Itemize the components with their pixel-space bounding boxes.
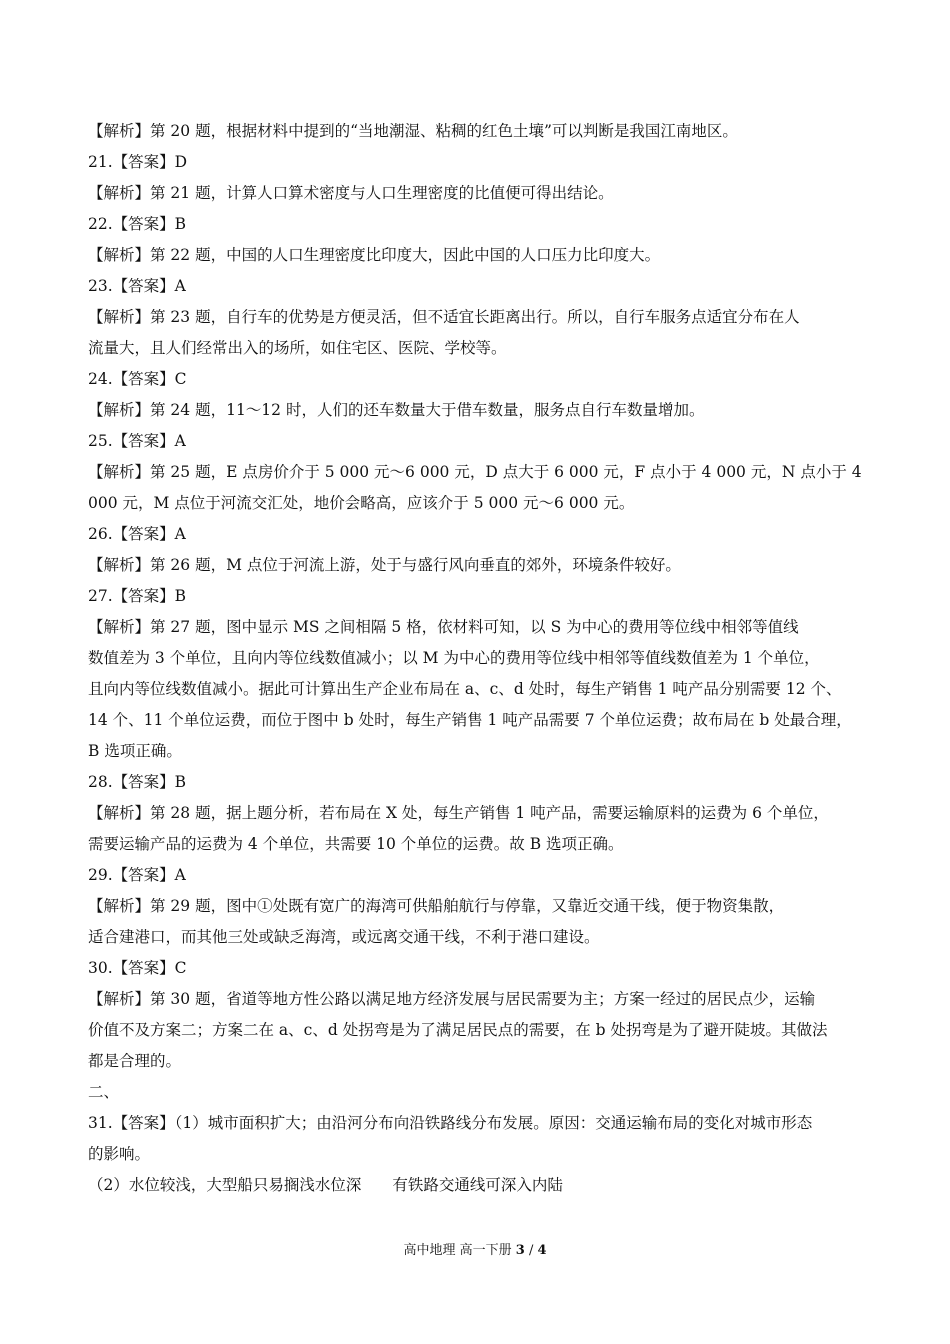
answer-line: 22.【答案】B (88, 215, 187, 233)
answer-line: 24.【答案】C (88, 370, 187, 388)
text-line: 需要运输产品的运费为 4 个单位，共需要 10 个单位的运费。故 B 选项正确。 (88, 835, 624, 853)
text-line: 【解析】第 29 题，图中①处既有宽广的海湾可供船舶航行与停靠，又靠近交通干线，便于物资集散， (88, 897, 785, 915)
text-line: 【解析】第 30 题，省道等地方性公路以满足地方经济发展与居民需要为主；方案一经过的居民点少，运输 (88, 990, 816, 1008)
text-line: B 选项正确。 (88, 742, 182, 760)
text-line: 的影响。 (88, 1145, 151, 1163)
text-line: 【解析】第 26 题，M 点位于河流上游，处于与盛行风向垂直的郊外，环境条件较好。 (88, 556, 681, 574)
answer-line: 30.【答案】C (88, 959, 187, 977)
answer-line: 29.【答案】A (88, 866, 186, 884)
page-total: 4 (537, 1243, 547, 1258)
section-heading: 二、 (88, 1083, 120, 1101)
answer-line: 28.【答案】B (88, 773, 187, 791)
answer-line: 21.【答案】D (88, 153, 188, 171)
text-line: 价值不及方案二；方案二在 a、c、d 处拐弯是为了满足居民点的需要，在 b 处拐弯是为了避开陡坡。其做法 (88, 1021, 828, 1039)
answer-line: 26.【答案】A (88, 525, 186, 543)
text-line: 000 元，M 点位于河流交汇处，地价会略高，应该介于 5 000 元～6 000 元。 (88, 494, 635, 512)
text-line: 【解析】第 21 题，计算人口算术密度与人口生理密度的比值便可得出结论。 (88, 184, 614, 202)
text-line: 【解析】第 28 题，据上题分析，若布局在 X 处，每生产销售 1 吨产品，需要运输原料的运费为 6 个单位， (88, 804, 829, 822)
text-line: 【解析】第 27 题，图中显示 MS 之间相隔 5 格，依材料可知，以 S 为中心的费用等位线中相邻等值线 (88, 618, 799, 636)
text-line: 【解析】第 20 题，根据材料中提到的“当地潮湿、粘稠的红色土壤”可以判断是我国江南地区。 (88, 122, 738, 140)
text-line: 【解析】第 24 题，11～12 时，人们的还车数量大于借车数量，服务点自行车数量增加。 (88, 401, 705, 419)
page-number: 3 (515, 1243, 525, 1258)
text-line: 14 个、11 个单位运费，而位于图中 b 处时，每生产销售 1 吨产品需要 7 个单位运费；故布局在 b 处最合理， (88, 711, 852, 729)
text-line: 都是合理的。 (88, 1052, 182, 1070)
text-line: 【解析】第 25 题，E 点房价介于 5 000 元～6 000 元，D 点大于 6 000 元，F 点小于 4 000 元，N 点小于 4 (88, 463, 862, 481)
answer-line: 23.【答案】A (88, 277, 186, 295)
page-footer (0, 1242, 950, 1260)
answer-line: 27.【答案】B (88, 587, 187, 605)
answer-line: 31.【答案】（1）城市面积扩大；由沿河分布向沿铁路线分布发展。原因：交通运输布局的变化对城市形态 (88, 1114, 813, 1132)
text-line: 【解析】第 22 题，中国的人口生理密度比印度大，因此中国的人口压力比印度大。 (88, 246, 661, 264)
text-line: 且向内等位线数值减小。据此可计算出生产企业布局在 a、c、d 处时，每生产销售 1 吨产品分别需要 12 个、 (88, 680, 842, 698)
text-line: 适合建港口，而其他三处或缺乏海湾，或远离交通干线，不利于港口建设。 (88, 928, 600, 946)
text-line: 【解析】第 23 题，自行车的优势是方便灵活，但不适宜长距离出行。所以，自行车服务点适宜分布在人 (88, 308, 800, 326)
text-line: （2）水位较浅，大型船只易搁浅水位深 有铁路交通线可深入内陆 (88, 1176, 563, 1194)
text-line: 流量大，且人们经常出入的场所，如住宅区、医院、学校等。 (88, 339, 507, 357)
page-separator: / (528, 1243, 534, 1258)
document-body (88, 116, 868, 1201)
footer-title: 高中地理 高一下册 (403, 1243, 512, 1258)
text-line: 数值差为 3 个单位，且向内等位线数值减小；以 M 为中心的费用等位线中相邻等值线数值差为 1 个单位， (88, 649, 820, 667)
answer-line: 25.【答案】A (88, 432, 186, 450)
